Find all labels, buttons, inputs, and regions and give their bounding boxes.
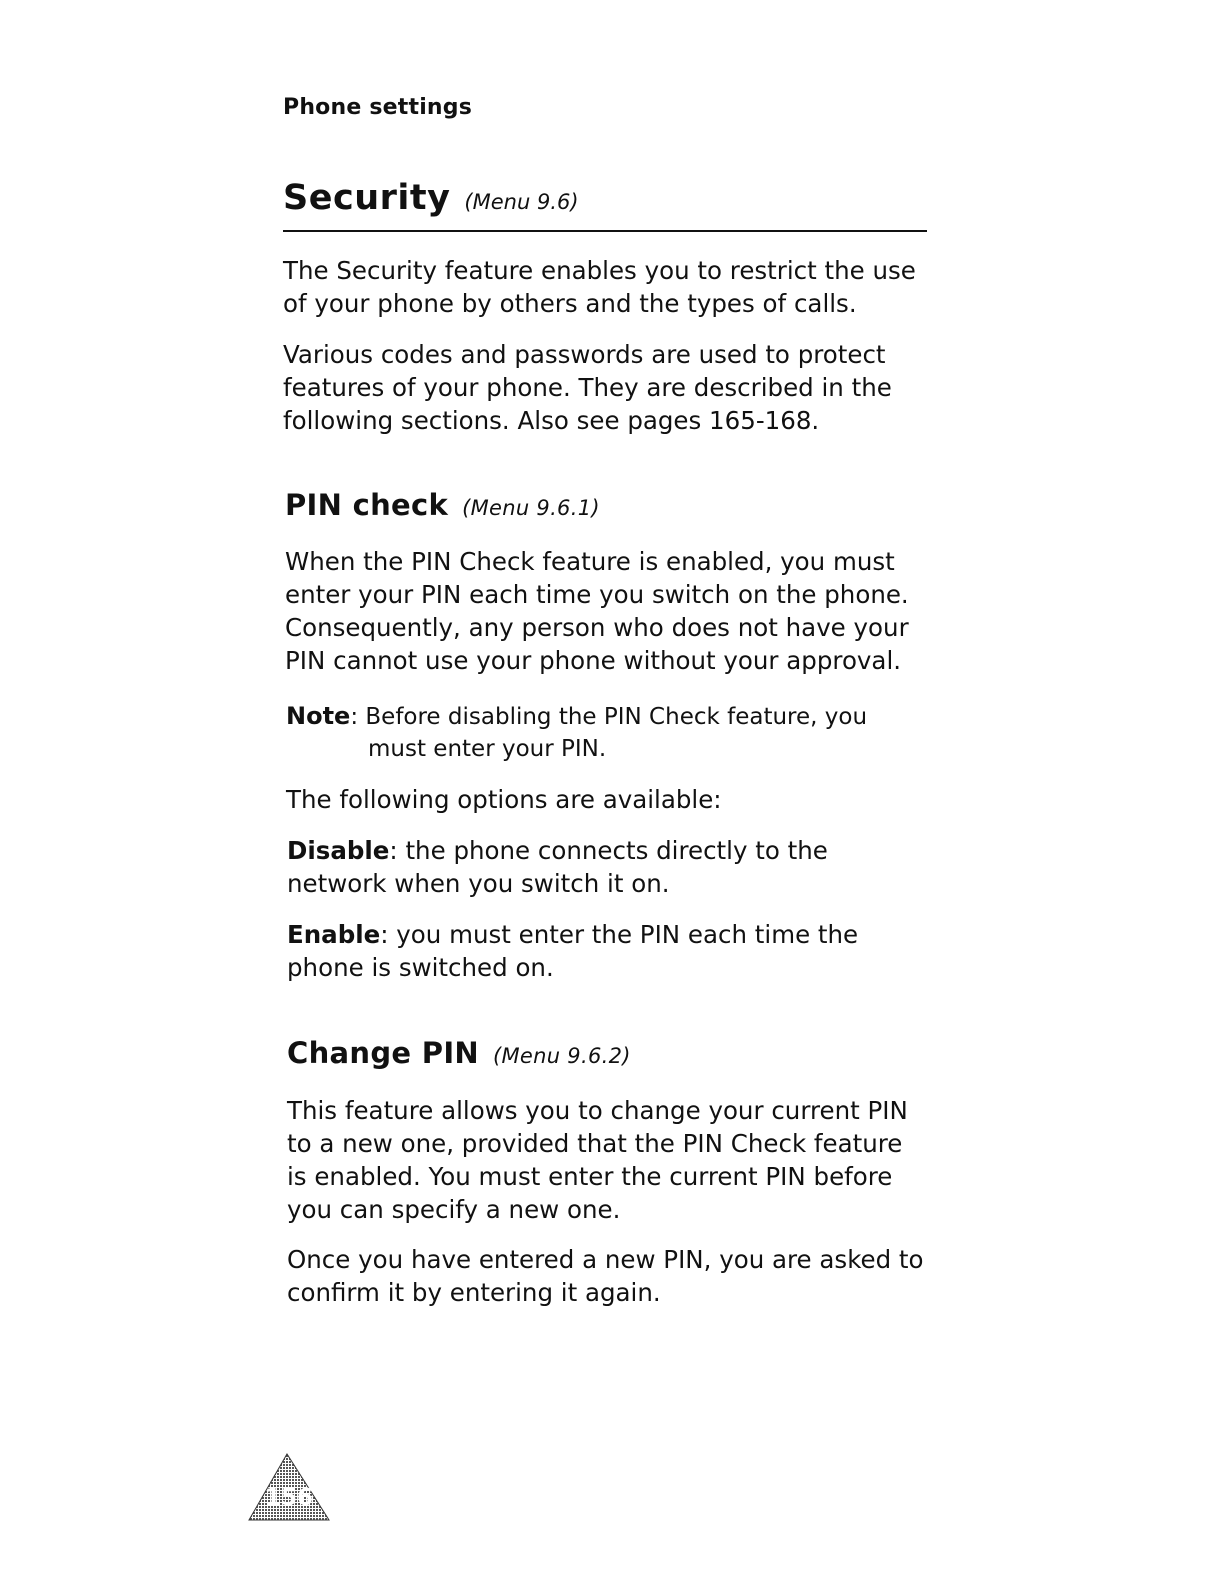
option-enable-label: Enable [287,920,381,949]
subsection-heading-change-pin [287,1036,631,1070]
pin-check-paragraph: When the PIN Check feature is enabled, you must enter your PIN each time you switch on the phone. Consequently, any person who does not have your PIN cannot use your phone without your approval. [285,547,909,675]
option-disable-label: Disable [287,836,390,865]
option-disable-text: : the phone connects directly to the network when you switch it on. [287,836,828,898]
note-label: Note [286,702,351,730]
note-block [286,700,926,765]
subsection-heading-pin-check [285,488,600,522]
change-pin-confirm-paragraph: Once you have entered a new PIN, you are asked to confirm it by entering it again. [287,1245,924,1307]
option-enable-text: : you must enter the PIN each time the phone is switched on. [287,920,859,982]
option-disable [287,834,927,900]
subsection-menu-ref: (Menu 9.6.1) [462,496,600,520]
change-pin-paragraph: This feature allows you to change your current PIN to a new one, provided that the PIN Check feature is enabled. You must enter the current PIN before you can specify a new one. [287,1096,908,1224]
note-text-line2: must enter your PIN. [368,736,607,762]
option-enable [287,918,927,984]
page-number: 156 [264,1485,313,1511]
section-heading-security [283,178,927,232]
security-codes-paragraph: Various codes and passwords are used to protect features of your phone. They are described in the following sections. Also see pages 165-168. [283,340,892,435]
section-title: Security [283,178,451,218]
subsection-title: PIN check [285,488,449,522]
subsection-menu-ref: (Menu 9.6.2) [492,1044,631,1068]
section-menu-ref: (Menu 9.6) [464,190,579,214]
page-number-badge [247,1452,331,1522]
security-intro-paragraph: The Security feature enables you to restrict the use of your phone by others and the types of calls. [283,256,916,318]
running-head: Phone settings [283,95,473,120]
subsection-title: Change PIN [287,1036,479,1070]
options-intro: The following options are available: [286,785,722,814]
note-text-line1: : Before disabling the PIN Check feature, you [350,704,868,730]
